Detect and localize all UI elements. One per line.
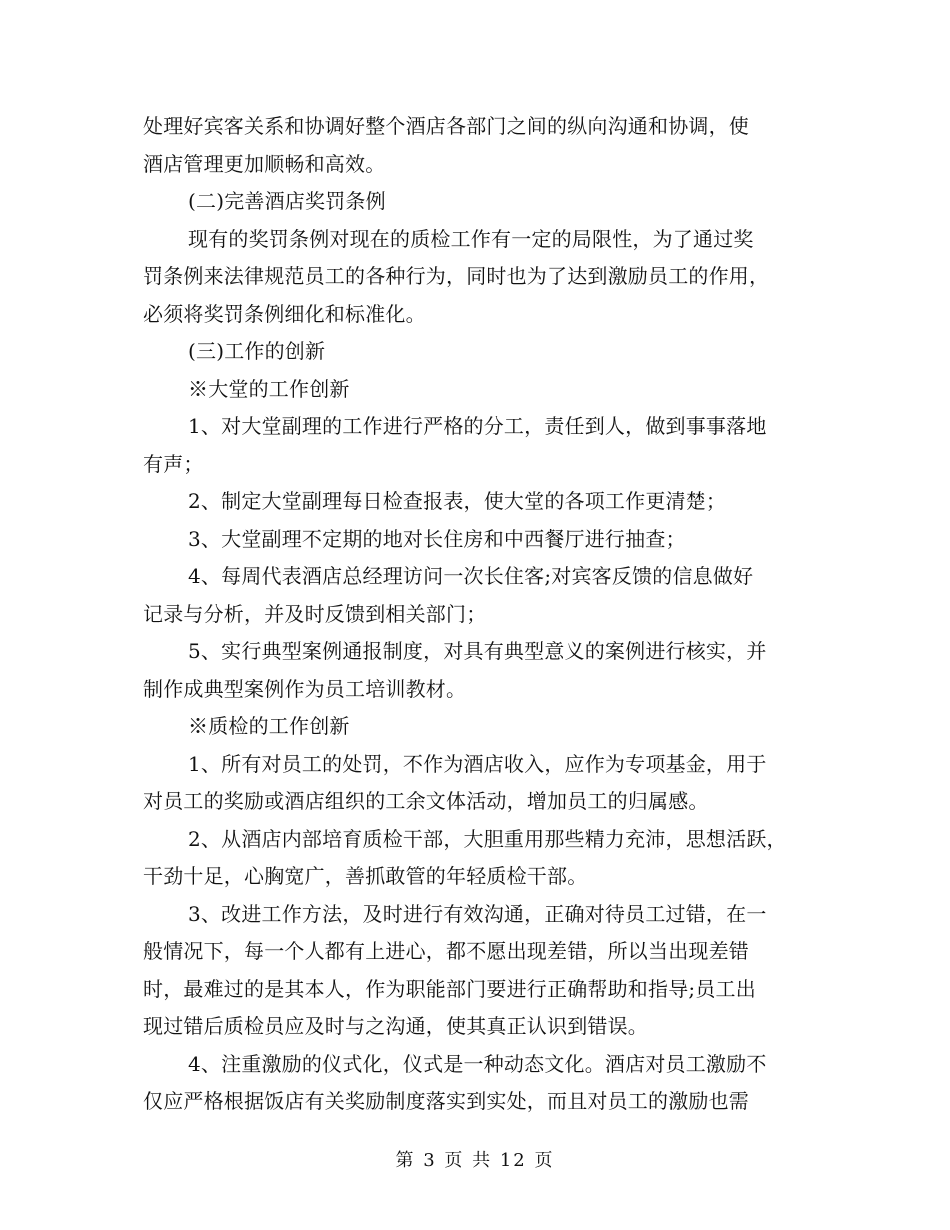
text-line: 2、从酒店内部培育质检干部，大胆重用那些精力充沛，思想活跃， <box>188 826 787 851</box>
text-line: ※大堂的工作创新 <box>188 376 350 401</box>
text-line: 必须将奖罚条例细化和标准化。 <box>143 301 426 326</box>
text-line: 记录与分析，并及时反馈到相关部门； <box>143 601 487 626</box>
text-line: 有声； <box>143 451 204 476</box>
text-line: 3、改进工作方法，及时进行有效沟通，正确对待员工过错，在一 <box>188 901 767 926</box>
text-line: 制作成典型案例作为员工培训教材。 <box>143 676 467 701</box>
text-line: 对员工的奖励或酒店组织的工余文体活动，增加员工的归属感。 <box>143 789 709 813</box>
text-line: 5、实行典型案例通报制度，对具有典型意义的案例进行核实，并 <box>188 639 767 663</box>
text-line: 仅应严格根据饭店有关奖励制度落实到实处，而且对员工的激励也需 <box>143 1089 749 1113</box>
text-line: 现过错后质检员应及时与之沟通，使其真正认识到错误。 <box>143 1014 648 1038</box>
text-line: (二)完善酒店奖罚条例 <box>188 189 386 213</box>
text-line: 时，最难过的是其本人，作为职能部门要进行正确帮助和指导;员工出 <box>143 976 756 1001</box>
text-line: 1、对大堂副理的工作进行严格的分工，责任到人，做到事事落地 <box>188 414 767 438</box>
text-line: 干劲十足，心胸宽广，善抓敢管的年轻质检干部。 <box>143 864 588 888</box>
text-line: 4、每周代表酒店总经理访问一次长住客;对宾客反馈的信息做好 <box>188 564 754 588</box>
text-line: ※质检的工作创新 <box>188 714 350 738</box>
text-line: 1、所有对员工的处罚，不作为酒店收入，应作为专项基金，用于 <box>188 751 767 776</box>
page-footer: 第 3 页 共 12 页 <box>395 1150 555 1171</box>
text-line: 罚条例来法律规范员工的各种行为，同时也为了达到激励员工的作用， <box>143 264 770 288</box>
text-line: 般情况下，每一个人都有上进心，都不愿出现差错，所以当出现差错 <box>143 939 749 963</box>
text-line: 3、大堂副理不定期的地对长住房和中西餐厅进行抽查； <box>188 526 686 551</box>
text-line: 处理好宾客关系和协调好整个酒店各部门之间的纵向沟通和协调，使 <box>143 114 749 138</box>
text-line: 2、制定大堂副理每日检查报表，使大堂的各项工作更清楚； <box>188 489 727 513</box>
text-line: 现有的奖罚条例对现在的质检工作有一定的局限性，为了通过奖 <box>188 226 754 251</box>
document-body <box>143 108 815 1121</box>
text-line: 酒店管理更加顺畅和高效。 <box>143 151 386 176</box>
text-line: (三)工作的创新 <box>188 339 326 363</box>
text-line: 4、注重激励的仪式化，仪式是一种动态文化。酒店对员工激励不 <box>188 1051 767 1076</box>
